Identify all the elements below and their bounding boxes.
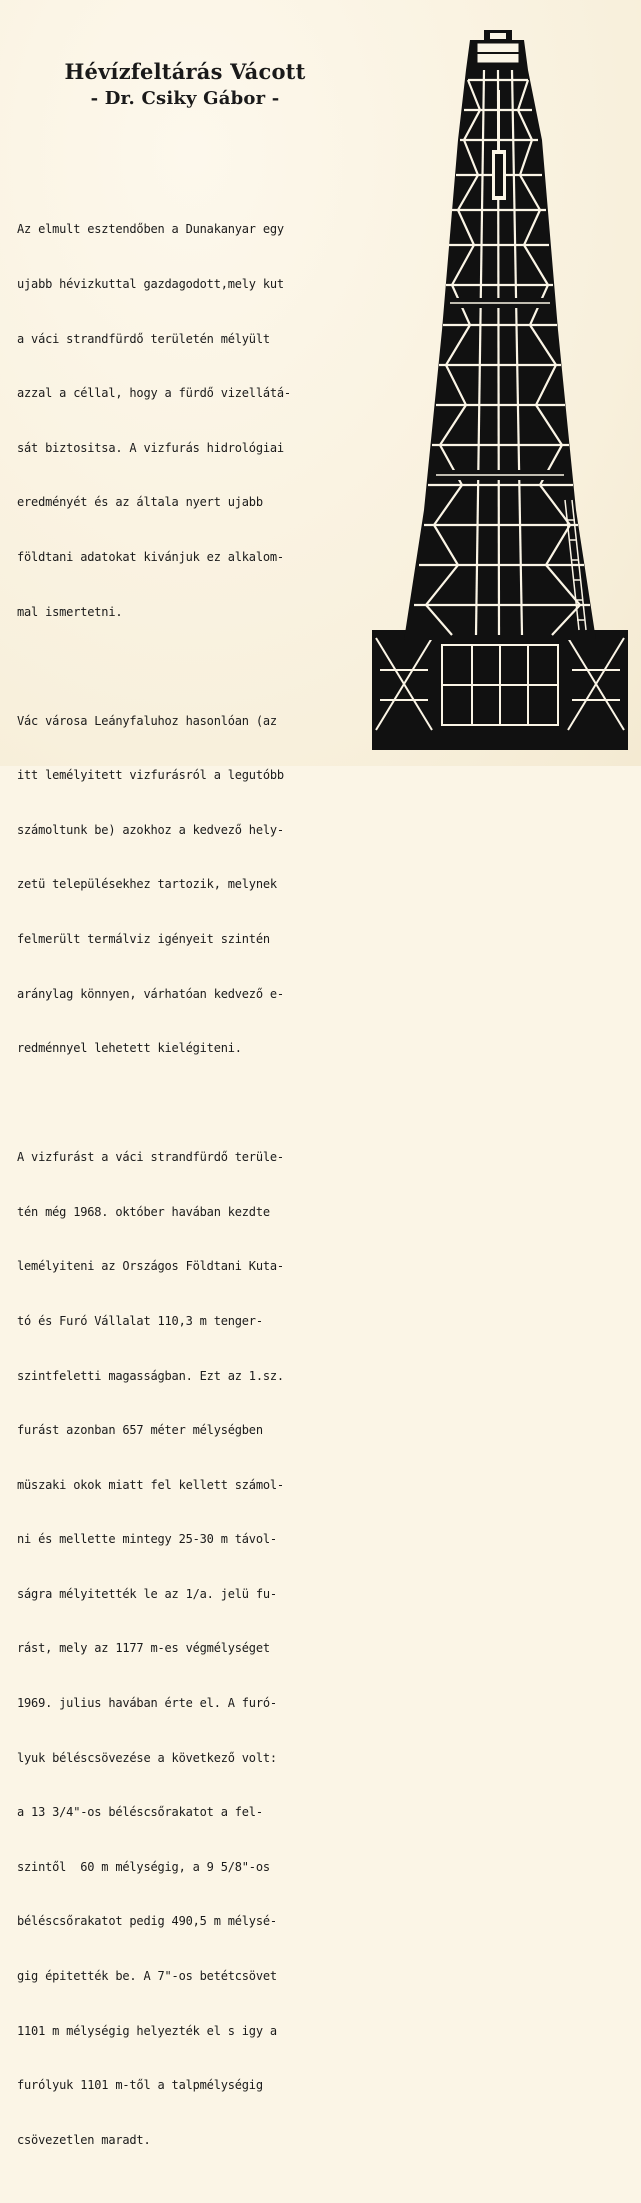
text-line: 1101 m mélységig helyezték el s igy a bbox=[17, 2023, 277, 2038]
drilling-rig-icon bbox=[372, 30, 628, 750]
text-line: ságra mélyitették le az 1/a. jelü fu- bbox=[17, 1586, 277, 1601]
text-line: a váci strandfürdő területén mélyült bbox=[17, 331, 270, 346]
text-line: itt lemélyitett vizfurásról a legutóbb bbox=[17, 768, 284, 783]
text-line: rást, mely az 1177 m-es végmélységet bbox=[17, 1641, 270, 1656]
text-line: furólyuk 1101 m-től a talpmélységig bbox=[17, 2078, 263, 2093]
text-line: ujabb hévizkuttal gazdagodott,mely kut bbox=[17, 277, 284, 291]
paragraph-2 bbox=[17, 675, 347, 1094]
text-line: tén még 1968. október havában kezdte bbox=[17, 1204, 270, 1219]
text-line: földtani adatokat kivánjuk ez alkalom- bbox=[17, 549, 284, 564]
text-line: furást azonban 657 méter mélységben bbox=[17, 1423, 263, 1438]
text-line: 1969. julius havában érte el. A furó- bbox=[17, 1696, 277, 1711]
text-line: azzal a céllal, hogy a fürdő vizellátá- bbox=[17, 386, 291, 401]
text-line: tó és Furó Vállalat 110,3 m tenger- bbox=[17, 1313, 263, 1328]
text-line: aránylag könnyen, várhatóan kedvező e- bbox=[17, 986, 284, 1001]
article-title-block bbox=[40, 58, 330, 112]
text-line: sát biztositsa. A vizfurás hidrológiai bbox=[17, 440, 284, 455]
text-line: szintől 60 m mélységig, a 9 5/8"-os bbox=[17, 1859, 270, 1874]
text-line: a 13 3/4"-os béléscsőrakatot a fel- bbox=[17, 1805, 263, 1820]
text-line: béléscsőrakatot pedig 490,5 m mélysé- bbox=[17, 1914, 277, 1929]
text-line: felmerült termálviz igényeit szintén bbox=[17, 931, 270, 946]
text-line: lyuk béléscsövezése a következő volt: bbox=[17, 1750, 277, 1765]
text-line: müszaki okok miatt fel kellett számol- bbox=[17, 1477, 284, 1492]
article-title: Hévízfeltárás Vácott bbox=[64, 59, 306, 84]
text-line: zetü településekhez tartozik, melynek bbox=[17, 877, 277, 892]
text-line: csövezetlen maradt. bbox=[17, 2132, 151, 2147]
article-author: - Dr. Csiky Gábor - bbox=[90, 88, 280, 109]
paragraph-3 bbox=[17, 1112, 347, 2186]
text-line: redménnyel lehetett kielégiteni. bbox=[17, 1041, 242, 1056]
text-line: A vizfurást a váci strandfürdő terüle- bbox=[17, 1150, 284, 1165]
text-line: szintfeletti magasságban. Ezt az 1.sz. bbox=[17, 1368, 284, 1383]
text-line: számoltunk be) azokhoz a kedvező hely- bbox=[17, 822, 284, 837]
text-line: lemélyiteni az Országos Földtani Kuta- bbox=[17, 1259, 284, 1274]
paragraph-1 bbox=[17, 184, 347, 657]
text-line: mal ismertetni. bbox=[17, 604, 123, 619]
text-line: ni és mellette mintegy 25-30 m távol- bbox=[17, 1532, 277, 1547]
text-line: Az elmult esztendőben a Dunakanyar egy bbox=[17, 222, 284, 237]
article-body bbox=[17, 184, 347, 2203]
text-line: Vác városa Leányfaluhoz hasonlóan (az bbox=[17, 713, 277, 728]
text-line: eredményét és az általa nyert ujabb bbox=[17, 495, 263, 510]
rig-crown bbox=[476, 30, 520, 64]
text-line: gig épitették be. A 7"-os betétcsövet bbox=[17, 1969, 277, 1984]
